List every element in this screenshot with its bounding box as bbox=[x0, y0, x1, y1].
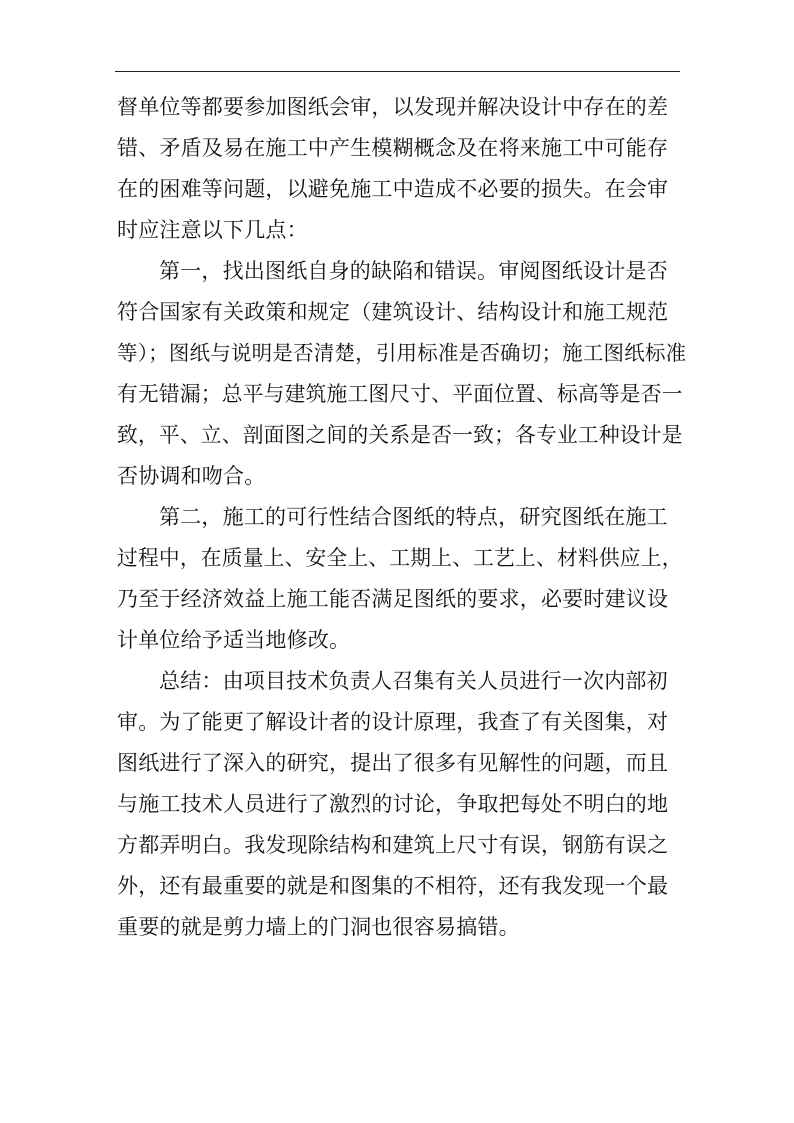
text-line: 等）；图纸与说明是否清楚，引用标准是否确切；施工图纸标准 bbox=[117, 341, 687, 365]
text-line: 重要的就是剪力墙上的门洞也很容易搞错。 bbox=[117, 915, 520, 939]
text-line: 错、矛盾及易在施工中产生模糊概念及在将来施工中可能存 bbox=[117, 136, 669, 160]
text-line: 审。为了能更了解设计者的设计原理，我查了有关图集，对 bbox=[117, 710, 669, 734]
text-line: 致，平、立、剖面图之间的关系是否一致；各专业工种设计是 bbox=[117, 423, 683, 447]
text-line: 督单位等都要参加图纸会审，以发现并解决设计中存在的差 bbox=[117, 95, 669, 119]
text-line: 在的困难等问题，以避免施工中造成不必要的损失。在会审 bbox=[117, 177, 669, 201]
text-line: 方都弄明白。我发现除结构和建筑上尺寸有误，钢筋有误之 bbox=[117, 833, 669, 857]
text-line: 与施工技术人员进行了激烈的讨论，争取把每处不明白的地 bbox=[117, 792, 669, 816]
text-line: 过程中，在质量上、安全上、工期上、工艺上、材料供应上， bbox=[117, 546, 683, 570]
text-line: 外，还有最重要的就是和图集的不相符，还有我发现一个最 bbox=[117, 874, 669, 898]
text-line: 否协调和吻合。 bbox=[117, 464, 266, 488]
text-line: 符合国家有关政策和规定（建筑设计、结构设计和施工规范 bbox=[117, 300, 669, 324]
text-line: 时应注意以下几点： bbox=[117, 218, 308, 242]
body-text bbox=[117, 87, 687, 948]
text-line: 总结：由项目技术负责人召集有关人员进行一次内部初 bbox=[159, 669, 668, 693]
text-line: 计单位给予适当地修改。 bbox=[117, 628, 351, 652]
text-line: 第一，找出图纸自身的缺陷和错误。审阅图纸设计是否 bbox=[159, 259, 668, 283]
text-line: 有无错漏；总平与建筑施工图尺寸、平面位置、标高等是否一 bbox=[117, 382, 683, 406]
text-line: 乃至于经济效益上施工能否满足图纸的要求，必要时建议设 bbox=[117, 587, 669, 611]
text-line: 第二，施工的可行性结合图纸的特点，研究图纸在施工 bbox=[159, 505, 668, 529]
text-line: 图纸进行了深入的研究，提出了很多有见解性的问题，而且 bbox=[117, 751, 669, 775]
header-rule bbox=[115, 71, 680, 72]
